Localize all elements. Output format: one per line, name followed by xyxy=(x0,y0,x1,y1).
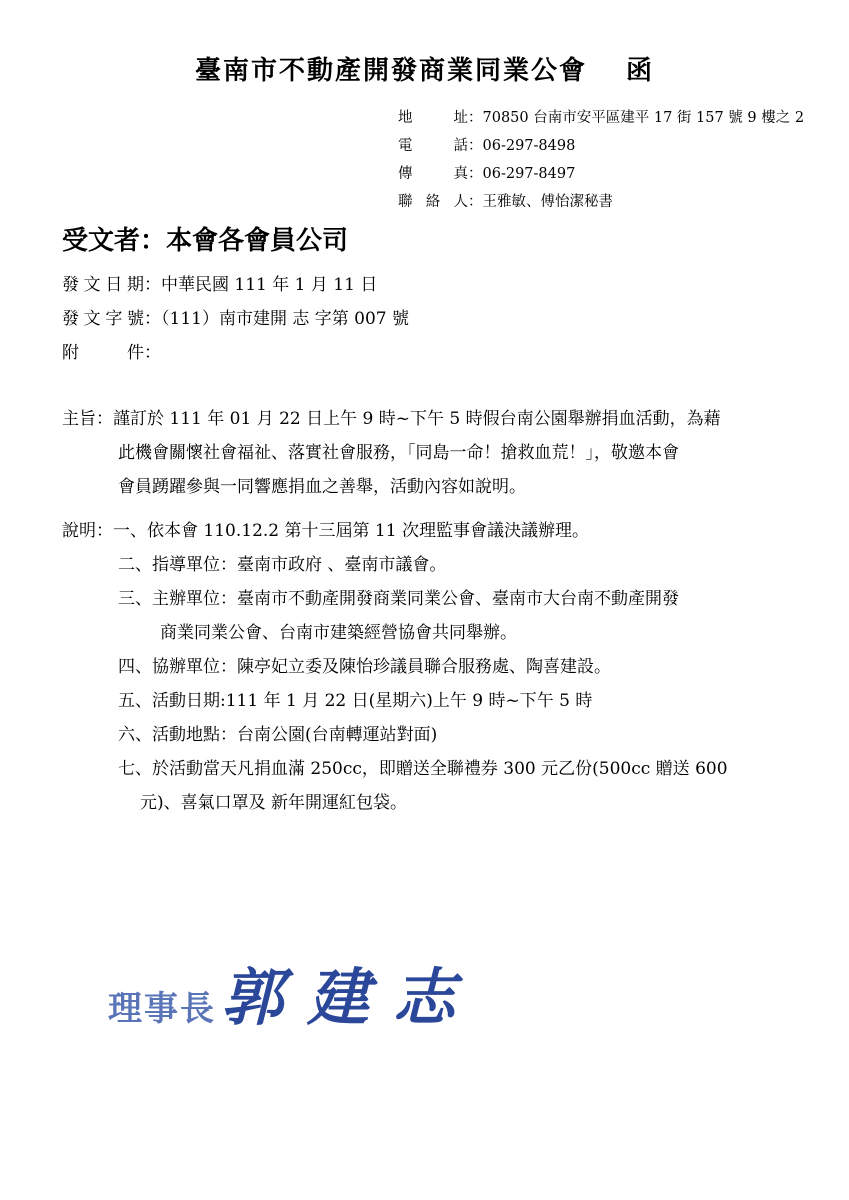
contact-person xyxy=(398,192,804,220)
contact-value: ：70850 台南市安平區建平 17 街 157 號 9 樓之 2 xyxy=(468,110,805,126)
contact-block xyxy=(398,108,804,220)
meta-block xyxy=(62,273,409,375)
description-item: 六、活動地點：台南公園(台南轉運站對面) xyxy=(118,725,438,745)
attachments xyxy=(62,341,409,375)
meta-label: 發文字號 xyxy=(62,309,144,329)
description-item: 二、指導單位：臺南市政府 、臺南市議會。 xyxy=(118,555,447,575)
contact-label: 電 話 xyxy=(398,138,468,154)
description-item: 四、協辦單位：陳亭妃立委及陳怡珍議員聯合服務處、陶喜建設。 xyxy=(118,657,611,677)
issue-date xyxy=(62,273,409,307)
contact-value: ：王雅敏、傅怡潔秘書 xyxy=(468,194,613,210)
document-title: 臺南市不動產開發商業同業公會 函 xyxy=(194,56,655,86)
contact-label: 地 址 xyxy=(398,110,468,126)
contact-value: ：06-297-8498 xyxy=(468,138,576,154)
subject-block xyxy=(62,402,802,504)
description-item: 七、於活動當天凡捐血滿 250cc，即贈送全聯禮券 300 元乙份(500cc 贈送 600 xyxy=(118,759,728,779)
contact-address xyxy=(398,108,804,136)
signature-name: 郭建志 xyxy=(221,961,480,1034)
subject-line: 會員踴躍參與一同響應捐血之善舉，活動內容如說明。 xyxy=(118,477,526,497)
contact-value: ：06-297-8497 xyxy=(468,166,576,182)
document-number xyxy=(62,307,409,341)
description-item: 說明：一、依本會 110.12.2 第十三屆第 11 次理監事會議決議辦理。 xyxy=(62,521,589,541)
subject-line: 主旨：謹訂於 111 年 01 月 22 日上午 9 時~下午 5 時假台南公園舉辦捐血活動，為藉 xyxy=(62,409,721,429)
meta-label: 附 件 xyxy=(62,343,144,363)
meta-value: ：中華民國 111 年 1 月 11 日 xyxy=(144,275,378,295)
contact-phone xyxy=(398,136,804,164)
recipient: 受文者：本會各會員公司 xyxy=(62,226,349,256)
meta-value: ：（111）南市建開 志 字第 007 號 xyxy=(144,309,410,329)
description-item: 商業同業公會、台南市建築經營協會共同舉辦。 xyxy=(160,623,517,643)
signature-stamp xyxy=(108,948,479,1058)
description-block xyxy=(62,514,812,820)
description-item: 五、活動日期:111 年 1 月 22 日(星期六)上午 9 時~下午 5 時 xyxy=(118,691,593,711)
contact-label: 聯 絡 人 xyxy=(398,194,468,210)
signature-title: 理事長 xyxy=(108,989,216,1029)
description-item: 元)、喜氣口罩及 新年開運紅包袋。 xyxy=(140,793,408,813)
meta-label: 發文日期 xyxy=(62,275,144,295)
meta-value: ： xyxy=(144,343,161,363)
description-item: 三、主辦單位：臺南市不動產開發商業同業公會、臺南市大台南不動產開發 xyxy=(118,589,679,609)
subject-line: 此機會關懷社會福祉、落實社會服務，「同島一命！搶救血荒！」，敬邀本會 xyxy=(118,443,679,463)
contact-fax xyxy=(398,164,804,192)
contact-label: 傳 真 xyxy=(398,166,468,182)
